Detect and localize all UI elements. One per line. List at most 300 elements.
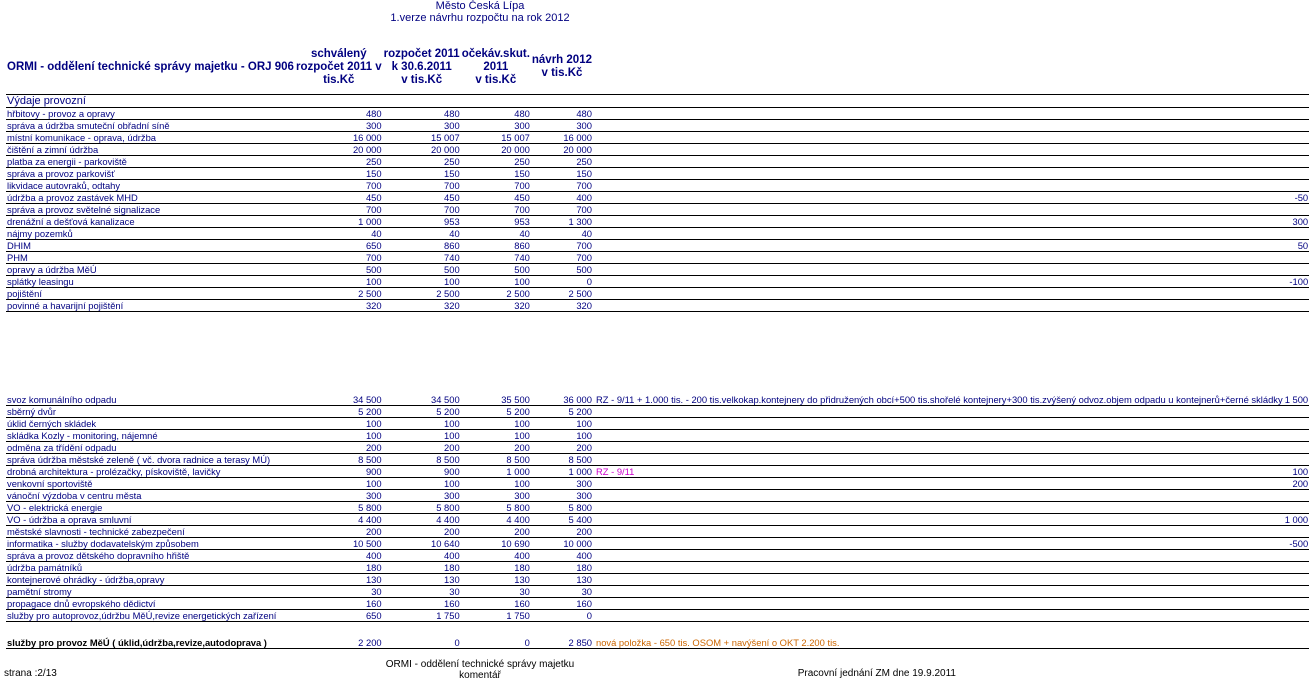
value-expected: 1 000 (461, 465, 531, 477)
row-label: opravy a údržba MěÚ (6, 263, 295, 275)
col-proposal-line: v tis.Kč (541, 67, 583, 80)
table-row (6, 597, 1309, 609)
row-label: služby pro autoprovoz,údržbu MěÚ,revize energetických zařízení (6, 609, 295, 621)
value-proposal: 250 (531, 155, 593, 167)
row-label: drenážní a dešťová kanalizace (6, 215, 295, 227)
value-approved: 2 500 (295, 287, 383, 299)
value-approved: 8 500 (295, 453, 383, 465)
value-difference (1284, 597, 1309, 609)
value-proposal: 700 (531, 239, 593, 251)
value-expected: 400 (461, 549, 531, 561)
value-proposal: 5 400 (531, 513, 593, 525)
table-row (6, 287, 1309, 299)
value-budget: 2 500 (383, 287, 461, 299)
col-diff-header (1284, 41, 1309, 94)
table-row (6, 275, 1309, 287)
row-comment (593, 251, 1284, 263)
row-comment (593, 131, 1284, 143)
row-label: nájmy pozemků (6, 227, 295, 239)
value-expected: 8 500 (461, 453, 531, 465)
table-title: ORMI - oddělení technické správy majetku - ORJ 906 (6, 41, 295, 94)
row-comment (593, 119, 1284, 131)
col-approved-line: schválený (310, 47, 367, 60)
value-approved: 34 500 (295, 347, 383, 405)
value-proposal: 1 000 (531, 465, 593, 477)
value-difference: 300 (1284, 215, 1309, 227)
value-proposal: 400 (531, 191, 593, 203)
col-proposal-header (531, 41, 593, 94)
row-label: VO - elektrická energie (6, 501, 295, 513)
row-comment: nová položka - 650 tis. OSOM + navýšení o OKT 2.200 tis. (593, 626, 1284, 648)
row-comment (593, 405, 1284, 417)
value-approved: 40 (295, 227, 383, 239)
value-approved: 650 (295, 609, 383, 621)
row-comment (593, 561, 1284, 573)
row-label: venkovní sportoviště (6, 477, 295, 489)
row-label: splátky leasingu (6, 275, 295, 287)
value-expected: 300 (461, 119, 531, 131)
value-approved: 30 (295, 585, 383, 597)
row-label: městské slavnosti - technické zabezpečení (6, 525, 295, 537)
row-label: kontejnerové ohrádky - údržba,opravy (6, 573, 295, 585)
value-difference (1284, 251, 1309, 263)
section-title: Výdaje provozní (6, 94, 295, 107)
col-approved-header (295, 41, 383, 94)
table-row (6, 215, 1309, 227)
table-row (6, 143, 1309, 155)
value-approved: 250 (295, 155, 383, 167)
row-label: místní komunikace - oprava, údržba (6, 131, 295, 143)
value-proposal: 40 (531, 227, 593, 239)
value-expected: 35 500 (461, 347, 531, 405)
row-comment (593, 477, 1284, 489)
value-difference (1284, 585, 1309, 597)
value-difference (1284, 417, 1309, 429)
value-proposal: 400 (531, 549, 593, 561)
row-comment (593, 609, 1284, 621)
table-row (6, 626, 1309, 648)
value-proposal: 200 (531, 525, 593, 537)
row-label: úklid černých skládek (6, 417, 295, 429)
table-row (6, 561, 1309, 573)
value-budget: 953 (383, 215, 461, 227)
value-approved: 900 (295, 465, 383, 477)
value-budget: 740 (383, 251, 461, 263)
col-budget-line: v tis.Kč (401, 73, 443, 86)
value-budget: 100 (383, 275, 461, 287)
value-budget: 400 (383, 549, 461, 561)
value-difference (1284, 179, 1309, 191)
value-approved: 450 (295, 191, 383, 203)
value-approved: 180 (295, 561, 383, 573)
row-comment (593, 549, 1284, 561)
section-row (6, 94, 1309, 107)
value-approved: 100 (295, 429, 383, 441)
table-row (6, 119, 1309, 131)
value-budget: 34 500 (383, 347, 461, 405)
row-comment (593, 203, 1284, 215)
row-comment (593, 585, 1284, 597)
table-row (6, 573, 1309, 585)
value-approved: 100 (295, 417, 383, 429)
value-proposal: 8 500 (531, 453, 593, 465)
value-expected: 500 (461, 263, 531, 275)
value-proposal: 36 000 (531, 347, 593, 405)
row-comment (593, 263, 1284, 275)
value-budget: 40 (383, 227, 461, 239)
value-difference (1284, 227, 1309, 239)
row-comment (593, 501, 1284, 513)
table-row (6, 299, 1309, 311)
col-approved-line: rozpočet 2011 v (295, 60, 382, 73)
value-approved: 160 (295, 597, 383, 609)
value-approved: 700 (295, 203, 383, 215)
row-label: hřbitovy - provoz a opravy (6, 107, 295, 119)
row-comment (593, 429, 1284, 441)
value-difference (1284, 573, 1309, 585)
table-row (6, 501, 1309, 513)
value-difference (1284, 203, 1309, 215)
value-expected: 300 (461, 489, 531, 501)
page-number: strana :2/13 (4, 668, 57, 679)
value-budget: 250 (383, 155, 461, 167)
value-difference: -50 (1284, 191, 1309, 203)
table-row (6, 429, 1309, 441)
value-proposal: 20 000 (531, 143, 593, 155)
col-expected-header (461, 41, 531, 94)
value-difference (1284, 167, 1309, 179)
header-subtitle: 1.verze návrhu rozpočtu na rok 2012 (390, 12, 570, 24)
value-proposal: 300 (531, 477, 593, 489)
value-difference (1284, 263, 1309, 275)
value-proposal: 180 (531, 561, 593, 573)
value-budget: 10 640 (383, 537, 461, 549)
value-budget: 5 800 (383, 501, 461, 513)
row-comment (593, 155, 1284, 167)
value-approved: 700 (295, 251, 383, 263)
value-budget: 8 500 (383, 453, 461, 465)
row-label: platba za energii - parkoviště (6, 155, 295, 167)
row-label: správa a provoz dětského dopravního hřiště (6, 549, 295, 561)
row-label: vánoční výzdoba v centru města (6, 489, 295, 501)
row-comment (593, 417, 1284, 429)
value-proposal: 300 (531, 119, 593, 131)
value-expected: 1 750 (461, 609, 531, 621)
table-row (6, 441, 1309, 453)
value-approved: 20 000 (295, 143, 383, 155)
row-label: PHM (6, 251, 295, 263)
row-label: správa a provoz světelné signalizace (6, 203, 295, 215)
row-comment (593, 239, 1284, 251)
value-proposal: 130 (531, 573, 593, 585)
value-proposal: 100 (531, 417, 593, 429)
value-expected: 30 (461, 585, 531, 597)
value-proposal: 30 (531, 585, 593, 597)
table-row (6, 489, 1309, 501)
row-label: údržba památníků (6, 561, 295, 573)
table-row (6, 251, 1309, 263)
value-expected: 480 (461, 107, 531, 119)
row-label: sběrný dvůr (6, 405, 295, 417)
value-budget: 100 (383, 417, 461, 429)
value-budget: 180 (383, 561, 461, 573)
table-row (6, 417, 1309, 429)
value-approved: 500 (295, 263, 383, 275)
value-budget: 100 (383, 477, 461, 489)
row-comment (593, 227, 1284, 239)
value-difference (1284, 525, 1309, 537)
row-label: skládka Kozly - monitoring, nájemné (6, 429, 295, 441)
value-expected: 5 800 (461, 501, 531, 513)
table-row (6, 131, 1309, 143)
value-budget: 200 (383, 441, 461, 453)
footer-comment: komentář (459, 670, 501, 681)
value-difference (1284, 501, 1309, 513)
value-proposal: 0 (531, 275, 593, 287)
value-difference: 200 (1284, 477, 1309, 489)
table-row (6, 167, 1309, 179)
value-proposal: 500 (531, 263, 593, 275)
table-row (6, 585, 1309, 597)
value-approved: 5 200 (295, 405, 383, 417)
table-row (6, 263, 1309, 275)
value-expected: 180 (461, 561, 531, 573)
value-expected: 320 (461, 299, 531, 311)
value-difference (1284, 489, 1309, 501)
value-expected: 40 (461, 227, 531, 239)
value-expected: 700 (461, 203, 531, 215)
value-expected: 160 (461, 597, 531, 609)
table-row (6, 513, 1309, 525)
value-budget: 320 (383, 299, 461, 311)
value-expected: 100 (461, 429, 531, 441)
col-budget-header (383, 41, 461, 94)
value-approved: 650 (295, 239, 383, 251)
value-approved: 100 (295, 275, 383, 287)
value-difference: 50 (1284, 239, 1309, 251)
value-approved: 1 000 (295, 215, 383, 227)
value-difference: -500 (1284, 537, 1309, 549)
row-label: čištění a zimní údržba (6, 143, 295, 155)
value-approved: 200 (295, 441, 383, 453)
value-proposal: 2 850 (531, 626, 593, 648)
row-comment (593, 107, 1284, 119)
row-label: správa údržba městské zeleně ( vč. dvora radnice a terasy MÚ) (6, 453, 295, 465)
value-budget: 200 (383, 525, 461, 537)
row-label: VO - údržba a oprava smluvní (6, 513, 295, 525)
value-approved: 300 (295, 119, 383, 131)
value-proposal: 700 (531, 203, 593, 215)
value-expected: 740 (461, 251, 531, 263)
table-row (6, 405, 1309, 417)
value-approved: 300 (295, 489, 383, 501)
table-row (6, 537, 1309, 549)
row-label: drobná architektura - prolézačky, pískoviště, lavičky (6, 465, 295, 477)
row-label: likvidace autovraků, odtahy (6, 179, 295, 191)
value-budget: 480 (383, 107, 461, 119)
table-row (6, 179, 1309, 191)
value-difference (1284, 143, 1309, 155)
value-difference: 1 500 (1284, 347, 1309, 405)
value-approved: 4 400 (295, 513, 383, 525)
value-difference (1284, 131, 1309, 143)
value-approved: 5 800 (295, 501, 383, 513)
value-budget: 0 (383, 626, 461, 648)
value-approved: 400 (295, 549, 383, 561)
value-approved: 200 (295, 525, 383, 537)
value-expected: 200 (461, 441, 531, 453)
value-budget: 300 (383, 489, 461, 501)
row-label: propagace dnů evropského dědictví (6, 597, 295, 609)
row-comment (593, 573, 1284, 585)
value-proposal: 160 (531, 597, 593, 609)
value-expected: 100 (461, 275, 531, 287)
value-expected: 2 500 (461, 287, 531, 299)
value-difference (1284, 405, 1309, 417)
table-row (6, 609, 1309, 621)
table-row (6, 191, 1309, 203)
col-expected-line: očekáv.skut. (461, 47, 530, 60)
table-row (6, 477, 1309, 489)
table-row (6, 239, 1309, 251)
value-difference (1284, 626, 1309, 648)
col-budget-line: rozpočet 2011 (383, 47, 460, 60)
value-approved: 700 (295, 179, 383, 191)
value-proposal: 100 (531, 429, 593, 441)
row-comment (593, 179, 1284, 191)
value-expected: 150 (461, 167, 531, 179)
value-budget: 1 750 (383, 609, 461, 621)
value-approved: 10 500 (295, 537, 383, 549)
row-comment (593, 167, 1284, 179)
table-row (6, 203, 1309, 215)
value-approved: 2 200 (295, 626, 383, 648)
value-expected: 250 (461, 155, 531, 167)
spacer-row (6, 311, 1309, 347)
footer-department: ORMI - oddělení technické správy majetku (385, 659, 575, 670)
row-comment (593, 489, 1284, 501)
row-label: DHIM (6, 239, 295, 251)
value-difference: 100 (1284, 465, 1309, 477)
row-comment (593, 525, 1284, 537)
row-comment: RZ - 9/11 (593, 465, 1284, 477)
value-proposal: 480 (531, 107, 593, 119)
row-comment (593, 143, 1284, 155)
value-proposal: 10 000 (531, 537, 593, 549)
value-approved: 16 000 (295, 131, 383, 143)
value-difference: -100 (1284, 275, 1309, 287)
table-header-row (6, 41, 1309, 94)
value-budget: 900 (383, 465, 461, 477)
value-budget: 860 (383, 239, 461, 251)
row-comment (593, 453, 1284, 465)
row-comment (593, 441, 1284, 453)
value-difference: 1 000 (1284, 513, 1309, 525)
value-expected: 130 (461, 573, 531, 585)
value-approved: 150 (295, 167, 383, 179)
row-comment (593, 537, 1284, 549)
table-row (6, 107, 1309, 119)
value-approved: 480 (295, 107, 383, 119)
col-approved-line: tis.Kč (323, 73, 355, 86)
row-comment (593, 191, 1284, 203)
value-difference (1284, 441, 1309, 453)
value-difference (1284, 453, 1309, 465)
value-budget: 160 (383, 597, 461, 609)
value-approved: 100 (295, 477, 383, 489)
value-expected: 5 200 (461, 405, 531, 417)
header-city: Město Česká Lípa (435, 0, 525, 12)
value-budget: 5 200 (383, 405, 461, 417)
value-proposal: 320 (531, 299, 593, 311)
value-proposal: 150 (531, 167, 593, 179)
value-proposal: 0 (531, 609, 593, 621)
row-label: povinné a havarijní pojištění (6, 299, 295, 311)
value-expected: 20 000 (461, 143, 531, 155)
footer-meeting: Pracovní jednání ZM dne 19.9.2011 (797, 668, 956, 679)
value-budget: 300 (383, 119, 461, 131)
value-proposal: 300 (531, 489, 593, 501)
value-proposal: 1 300 (531, 215, 593, 227)
value-budget: 100 (383, 429, 461, 441)
row-comment (593, 513, 1284, 525)
value-budget: 130 (383, 573, 461, 585)
row-comment: RZ - 9/11 + 1.000 tis. - 200 tis.velkokap.kontejnery do přidružených obcí+500 tis.shořelé kontejnery+300 tis.zvýšený odvoz.objem odpadu u kontejnerů+černé skládky (593, 347, 1284, 405)
value-proposal: 5 200 (531, 405, 593, 417)
col-proposal-line: návrh 2012 (531, 54, 592, 67)
value-proposal: 700 (531, 179, 593, 191)
value-difference (1284, 429, 1309, 441)
col-budget-line: k 30.6.2011 (391, 60, 452, 73)
value-approved: 320 (295, 299, 383, 311)
table-row (6, 465, 1309, 477)
value-proposal: 16 000 (531, 131, 593, 143)
value-difference (1284, 155, 1309, 167)
table-row (6, 347, 1309, 405)
value-difference (1284, 287, 1309, 299)
value-expected: 100 (461, 417, 531, 429)
value-expected: 10 690 (461, 537, 531, 549)
row-comment (593, 215, 1284, 227)
row-label: správa a údržba smuteční obřadní síně (6, 119, 295, 131)
row-label: pojištění (6, 287, 295, 299)
value-expected: 953 (461, 215, 531, 227)
value-expected: 0 (461, 626, 531, 648)
value-approved: 130 (295, 573, 383, 585)
value-budget: 15 007 (383, 131, 461, 143)
row-comment (593, 299, 1284, 311)
value-expected: 860 (461, 239, 531, 251)
row-label: služby pro provoz MěÚ ( úklid,údržba,revize,autodoprava ) (6, 626, 295, 648)
value-budget: 700 (383, 179, 461, 191)
row-label: informatika - služby dodavatelským způsobem (6, 537, 295, 549)
table-row (6, 525, 1309, 537)
col-expected-line: 2011 (483, 60, 509, 73)
value-difference (1284, 549, 1309, 561)
value-proposal: 5 800 (531, 501, 593, 513)
value-budget: 450 (383, 191, 461, 203)
row-comment (593, 287, 1284, 299)
value-expected: 100 (461, 477, 531, 489)
value-difference (1284, 107, 1309, 119)
col-comment-header (593, 41, 1284, 94)
value-expected: 450 (461, 191, 531, 203)
row-label: správa a provoz parkovišť (6, 167, 295, 179)
value-proposal: 700 (531, 251, 593, 263)
value-proposal: 200 (531, 441, 593, 453)
value-difference (1284, 299, 1309, 311)
row-label: odměna za třídění odpadu (6, 441, 295, 453)
